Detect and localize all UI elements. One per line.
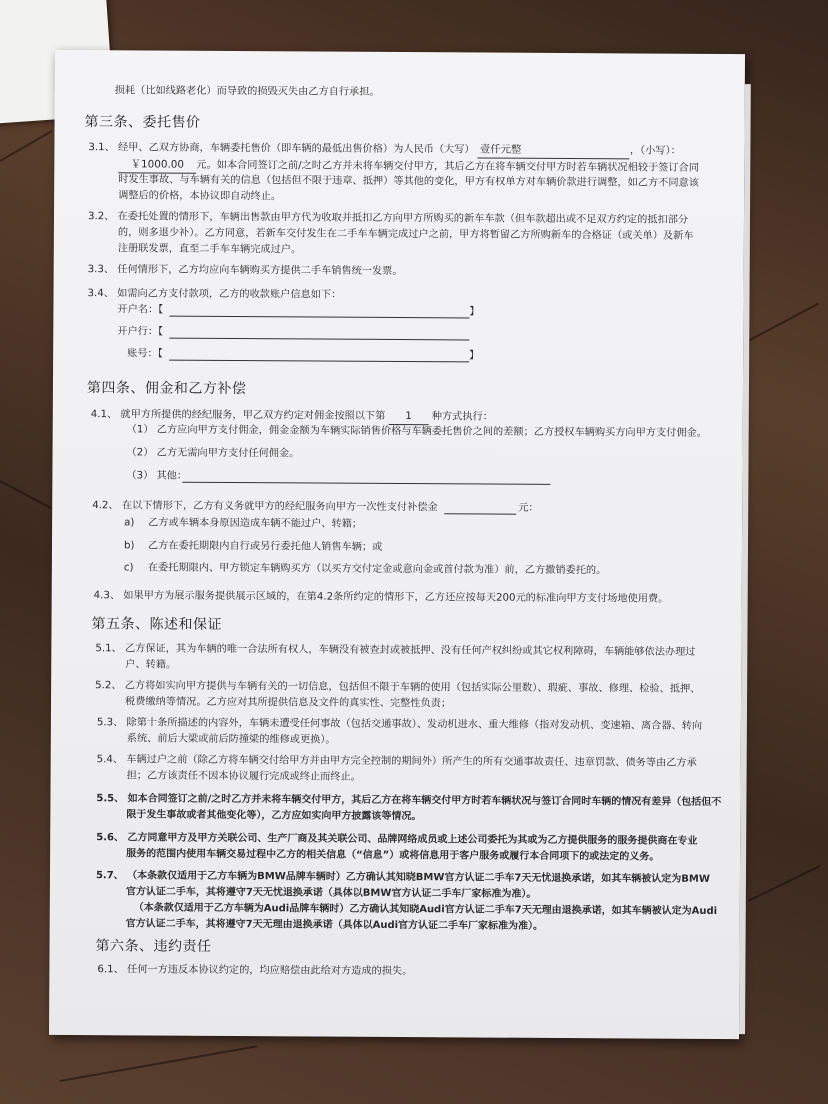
item-a: 乙方或车辆本身原因造成车辆不能过户、转籍；: [148, 517, 363, 530]
option-3-field[interactable]: [182, 482, 550, 485]
section-5-title: 第五条、陈述和保证: [91, 616, 223, 633]
clause-5-7-line4: 官方认证二手车，其将遵守7天无理由退换承诺（具体以Audi官方认证二手车厂家标准为准）。: [125, 918, 544, 932]
clause-6-1: 6.1、 任何一方违反本协议约定的，均应赔偿由此给对方造成的损失。: [97, 964, 413, 978]
section-3-title: 第三条、委托售价: [84, 114, 201, 131]
wood-grain: [748, 303, 820, 342]
option-2: （2） 乙方无需向甲方支付任何佣金。: [126, 447, 300, 460]
section-4-title: 第四条、佣金和乙方补偿: [86, 380, 247, 398]
compensation-field[interactable]: [444, 513, 516, 514]
option-3: （3） 其他：: [126, 470, 188, 482]
clause-5-2-line2: 税费缴纳等情况。乙方应对其所提供信息及文件的真实性、完整性负责；: [125, 696, 452, 710]
clause-3-2-line3: 注册联发票，直至二手车车辆完成过户。: [117, 243, 302, 256]
section-6-title: 第六条、违约责任: [95, 938, 212, 955]
clause-4-1-text-b: 种方式执行：: [431, 411, 493, 423]
clause-4-2: 4.2、 在以下情形下，乙方有义务就甲方的经纪服务向甲方一次性支付补偿金: [92, 500, 438, 514]
clause-5-4: 5.4、 车辆过户之前（除乙方将车辆交付给甲方并由甲方完全控制的期间外）所产生的所有交通事故责任、违章罚款、债务等由乙方承: [96, 754, 697, 769]
clause-4-3: 4.3、 如果甲方为展示服务提供展示区域的，在第4.2条所约定的情形下，乙方还应按每天200元的标准向甲方支付场地使用费。: [93, 590, 669, 605]
clause-5-5: 5.5、 如本合同签订之前/之时乙方并未将车辆交付甲方，其后乙方在将车辆交付甲方时若车辆状况与签订合同时车辆的情况有差异（包括但不: [96, 793, 722, 808]
account-name-label: 开户名：【: [117, 304, 164, 316]
bracket-close: 】: [469, 350, 480, 362]
wood-grain: [0, 130, 52, 162]
wood-grain: [60, 1045, 257, 1082]
clause-5-7-line2: 官方认证二手车，其将遵守7天无忧退换承诺（具体以BMW官方认证二手车厂家标准为准）。: [125, 886, 537, 900]
clause-5-7-line3: （本条款仅适用于乙方车辆为Audi品牌车辆时）乙方确认其知晓Audi官方认证二手车7天无理由退换承诺，如其车辆被认定为Audi: [133, 902, 718, 917]
clause-5-4-line2: 担；乙方该责任不因本协议履行完成或终止而终止。: [126, 770, 361, 783]
clause-5-7: 5.7、 （本条款仅适用于乙方车辆为BMW品牌车辆时）乙方确认其知晓BMW官方认证二手车7天无忧退换承诺，如其车辆被认定为BMW: [95, 870, 710, 885]
clause-5-1: 5.1、 乙方保证，其为车辆的唯一合法所有权人，车辆没有被查封或被抵押、没有任何产权纠纷或其它权利障碍，车辆能够依法办理过: [95, 643, 696, 658]
price-upper-field: 壹仟元整: [478, 141, 630, 159]
account-number-field[interactable]: [169, 360, 469, 363]
bracket-close: 】: [469, 306, 480, 318]
clause-5-6: 5.6、 乙方同意甲方及甲方关联公司、生产厂商及其关联公司、品牌网络成员或上述公司委托为其或为乙方提供服务的服务提供商在专业: [96, 832, 698, 847]
compensation-unit: 元：: [518, 502, 539, 514]
clause-3-1-line4: 调整后的价格，本协议即自动终止。: [118, 190, 282, 203]
clause-5-3: 5.3、 除第十条所描述的内容外，车辆未遭受任何事故（包括交通事故）、发动机进水、重大维修（指对发动机、变速箱、离合器、转向: [96, 717, 703, 732]
item-b-label: b): [123, 540, 135, 552]
clause-3-1-text: 3.1、 经甲、乙双方协商，车辆委托售价（即车辆的最低出售价格）为人民币（大写）: [88, 142, 475, 156]
clause-5-3-line2: 系统、前后大梁或前后防撞梁的维修或更换）。: [126, 733, 336, 746]
account-bank-label: 开户行：【: [117, 326, 164, 338]
clause-3-2-line2: 的，则多退少补）。乙方同意，若新车交付发生在二手车车辆完成过户之前，甲方将暂留乙方所购新车的合格证（或关单）及新车: [117, 227, 694, 242]
item-c: 在委托期限内、甲方锁定车辆购买方（以买方交付定金或意向金或首付款为准）前，乙方撤销委托的。: [147, 562, 607, 577]
account-name-field[interactable]: [169, 316, 469, 319]
clause-5-1-line2: 户、转籍。: [125, 659, 177, 671]
clause-3-3: 3.3、 任何情形下，乙方均应向车辆购买方提供二手车销售统一发票。: [87, 264, 403, 278]
item-b: 乙方在委托期限内自行或另行委托他人销售车辆；或: [147, 540, 383, 553]
clause-3-1-line3: 时发生事故、与车辆有关的信息（包括但不限于违章、抵押）等其他的变化，甲方有权单方对车辆价款进行调整，如乙方不同意该: [118, 174, 699, 189]
account-number-label: 账号：【: [127, 348, 163, 360]
top-line: 损耗（比如线路老化）而导致的损毁灭失由乙方自行承担。: [114, 85, 380, 98]
clause-3-4: 3.4、 如需向乙方支付款项，乙方的收款账户信息如下：: [87, 288, 342, 301]
price-lower-field: ￥1000.00: [118, 156, 196, 173]
clause-5-2: 5.2、 乙方将如实向甲方提供与车辆有关的一切信息，包括但不限于车辆的使用（包括实际公里数）、瑕疵、事故、修理、检验、抵押、: [95, 680, 701, 695]
clause-3-1-text-c: 元。如本合同签订之前/之时乙方并未将车辆交付甲方，其后乙方在将车辆交付甲方时若车辆状况相较于签订合同: [196, 159, 699, 174]
clause-5-5-line2: 限于发生事故或者其他变化等），乙方应如实向甲方披露该等情况。: [126, 809, 422, 823]
option-1: （1） 乙方应向甲方支付佣金，佣金金额为车辆实际销售价格与车辆委托售价之间的差额；乙方授权车辆购买方向甲方支付佣金。: [126, 424, 707, 439]
item-a-label: a): [124, 517, 135, 529]
clause-3-1-text-b: ，（小写）：: [629, 145, 681, 157]
wood-grain: [748, 865, 821, 902]
commission-option-field: 1: [388, 408, 428, 425]
clause-4-1-text: 4.1、 就甲方所提供的经纪服务，甲乙双方约定对佣金按照以下第: [90, 409, 386, 422]
contract-page: [49, 50, 745, 1039]
clause-3-2: 3.2、 在委托处置的情形下，车辆出售款由甲方代为收取并抵扣乙方向甲方所购买的新车车款（但车款超出或不足双方约定的抵扣部分: [87, 211, 689, 226]
account-bank-field[interactable]: [169, 338, 469, 341]
item-c-label: c): [123, 562, 134, 574]
wood-grain: [0, 480, 52, 509]
clause-5-6-line2: 服务的范围内使用车辆交易过程中乙方的相关信息（“信息”）或将信息用于客户服务或履行本合同项下的或法定的义务。: [126, 848, 660, 863]
